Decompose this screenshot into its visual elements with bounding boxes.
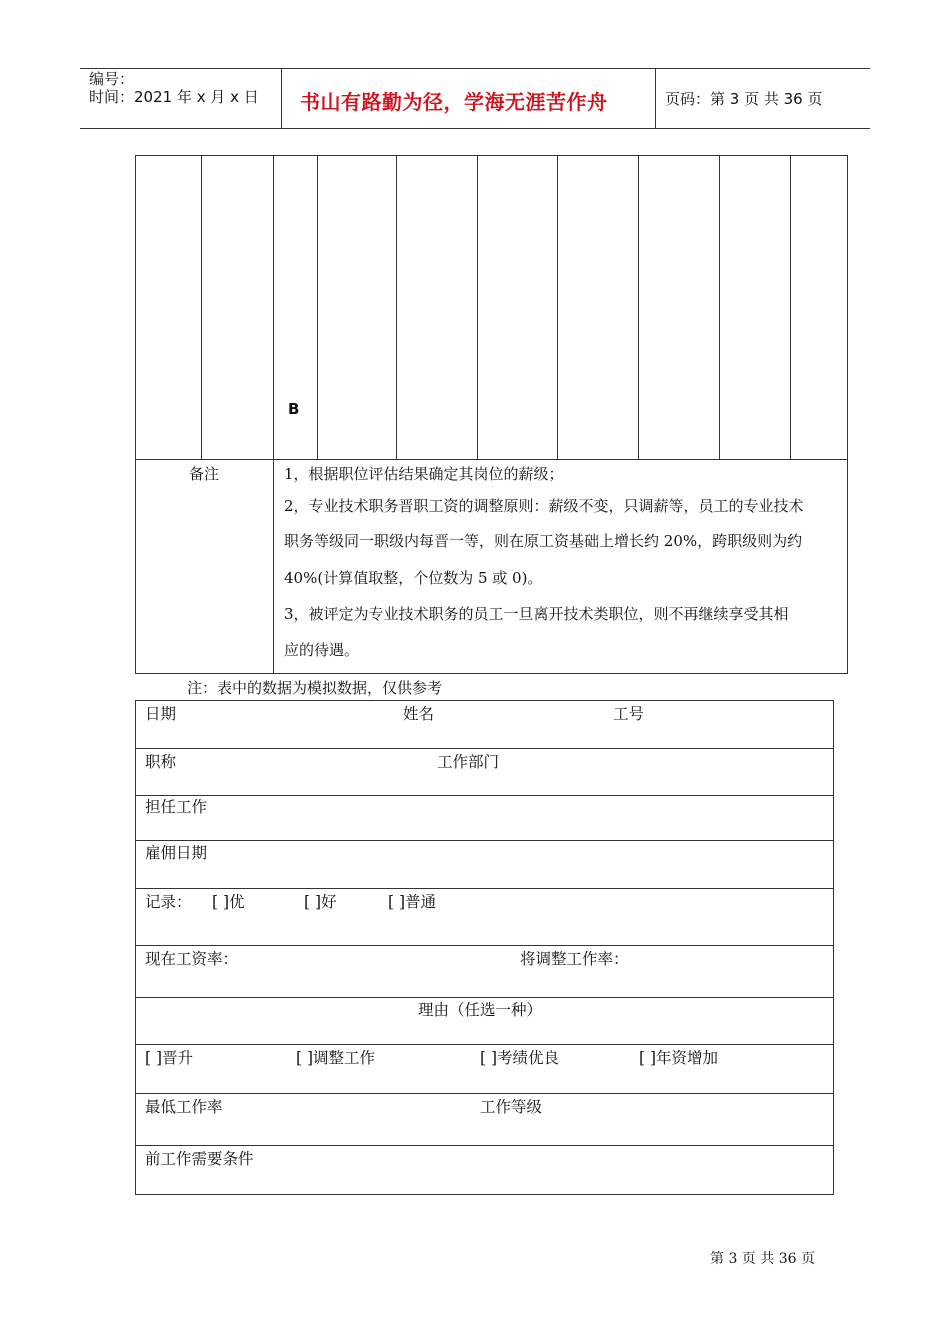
column-divider <box>790 156 791 459</box>
record-good-checkbox[interactable]: [ ]好 <box>304 893 337 911</box>
remarks-line: 2，专业技术职务晋职工资的调整原则：薪级不变，只调薪等，员工的专业技术 <box>284 497 804 515</box>
record-excellent-checkbox[interactable]: [ ]优 <box>212 893 245 911</box>
row-divider <box>136 840 833 841</box>
hire-date-field-label: 雇佣日期 <box>145 844 208 862</box>
name-field-label: 姓名 <box>403 705 435 723</box>
min-rate-label: 最低工作率 <box>145 1098 223 1116</box>
row-divider <box>136 748 833 749</box>
motto: 书山有路勤为径，学海无涯苦作舟 <box>300 90 608 114</box>
remarks-line: 职务等级同一职级内每晋一等，则在原工资基础上增长约 20%，跨职级则为约 <box>284 532 803 550</box>
remarks-line: 应的待遇。 <box>284 641 360 659</box>
header-divider <box>281 69 282 129</box>
department-field-label: 工作部门 <box>437 753 500 771</box>
header-top-rule <box>80 68 870 69</box>
row-divider <box>136 459 847 460</box>
reason-job-change-checkbox[interactable]: [ ]调整工作 <box>296 1049 376 1067</box>
salary-grade-table <box>135 155 848 674</box>
page-number-label: 页码：第 3 页 共 36 页 <box>665 90 823 108</box>
column-divider <box>317 156 318 459</box>
row-divider <box>136 1044 833 1045</box>
current-rate-label: 现在工资率： <box>145 950 239 968</box>
row-divider <box>136 795 833 796</box>
table-footnote: 注：表中的数据为模拟数据，仅供参考 <box>187 679 443 697</box>
work-grade-label: 工作等级 <box>480 1098 543 1116</box>
column-divider <box>719 156 720 459</box>
date-label: 时间：2021 年 x 月 x 日 <box>89 88 259 106</box>
duties-field-label: 担任工作 <box>145 798 208 816</box>
record-label: 记录： <box>145 893 192 911</box>
column-divider <box>638 156 639 459</box>
header-divider <box>655 69 656 129</box>
salary-adjustment-form <box>135 700 834 1195</box>
new-rate-label: 将调整工作率： <box>520 950 629 968</box>
remarks-line: 40%(计算值取整，个位数为 5 或 0)。 <box>284 569 543 587</box>
reason-promotion-checkbox[interactable]: [ ]晋升 <box>145 1049 194 1067</box>
footer-page-number: 第 3 页 共 36 页 <box>710 1251 815 1267</box>
row-divider <box>136 1145 833 1146</box>
record-average-checkbox[interactable]: [ ]普通 <box>388 893 437 911</box>
serial-number-label: 编号： <box>89 70 135 88</box>
reason-performance-checkbox[interactable]: [ ]考绩优良 <box>480 1049 560 1067</box>
row-divider <box>136 997 833 998</box>
remarks-line: 3，被评定为专业技术职务的员工一旦离开技术类职位，则不再继续享受其相 <box>284 605 789 623</box>
row-divider <box>136 945 833 946</box>
column-divider <box>201 156 202 459</box>
job-requirements-label: 前工作需要条件 <box>145 1150 254 1168</box>
reason-seniority-checkbox[interactable]: [ ]年资增加 <box>639 1049 719 1067</box>
date-field-label: 日期 <box>145 705 177 723</box>
row-divider <box>136 1093 833 1094</box>
row-divider <box>136 888 833 889</box>
column-divider <box>273 459 274 674</box>
employee-id-field-label: 工号 <box>613 705 645 723</box>
grade-cell: B <box>288 400 300 418</box>
reason-heading: 理由（任选一种） <box>418 1001 543 1019</box>
column-divider <box>396 156 397 459</box>
job-title-field-label: 职称 <box>145 753 177 771</box>
column-divider <box>273 156 274 459</box>
header-bottom-rule <box>80 128 870 129</box>
remarks-line: 1，根据职位评估结果确定其岗位的薪级； <box>284 465 564 483</box>
column-divider <box>477 156 478 459</box>
remarks-label: 备注 <box>189 465 220 483</box>
column-divider <box>557 156 558 459</box>
